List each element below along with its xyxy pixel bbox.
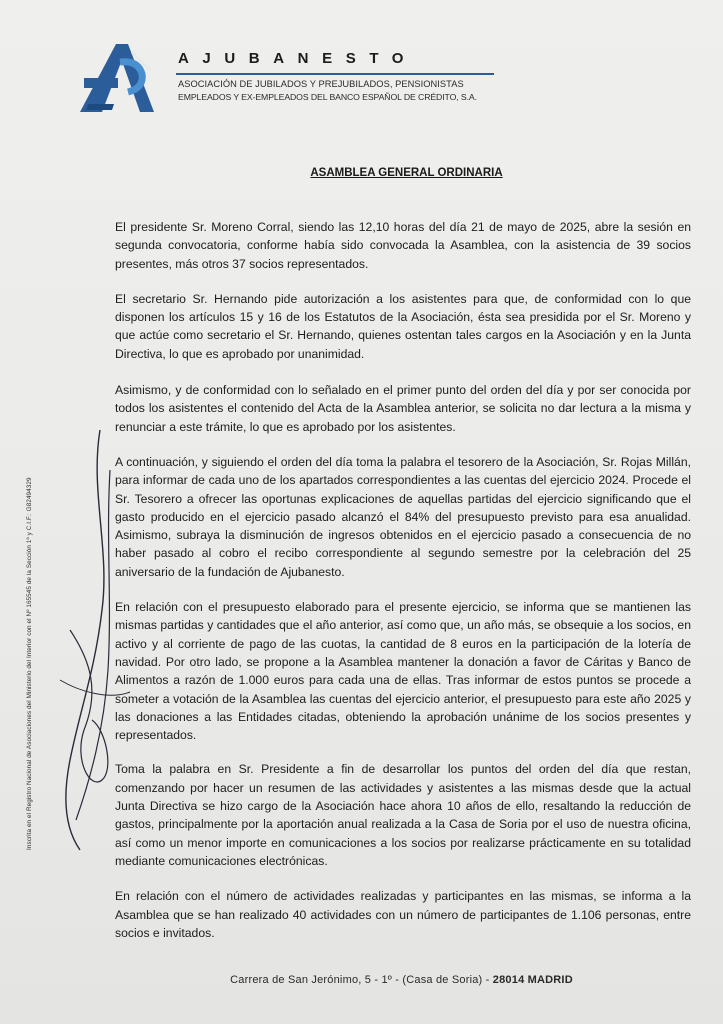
org-name: AJUBANESTO — [178, 50, 418, 67]
paragraph-previous-minutes: Asimismo, y de conformidad con lo señalado en el primer punto del orden del día y por ser conocida por todos los asistentes el contenido del Acta de la Asamblea anterior, se solicita no dar lectura a la misma y renunciar a este trámite, lo que es aprobado por los asistentes. — [115, 383, 691, 434]
paragraph-opening: El presidente Sr. Moreno Corral, siendo las 12,10 horas del día 21 de mayo de 2025, abre la sesión en segunda convocatoria, conforme había sido convocada la Asamblea, con la asistencia de 39 socios presentes, más otros 37 socios representados. — [115, 220, 691, 271]
org-description-line2: EMPLEADOS Y EX-EMPLEADOS DEL BANCO ESPAÑOL DE CRÉDITO, S.A. — [178, 92, 477, 102]
footer-city: 28014 MADRID — [492, 974, 573, 986]
handwritten-signature — [40, 430, 140, 860]
paragraph-budget: En relación con el presupuesto elaborado para el presente ejercicio, se informa que se mantienen las mismas partidas y cantidades que el año anterior, así como que, un año más, se obsequie a los socios, en activo y al corriente de pago de las cuotas, la cantidad de 8 euros en la participación de la lotería de navidad. Por otro lado, se propone a la Asamblea mantener la donación a favor de Cáritas y Banco de Alimentos a razón de 1.000 euros para cada una de ellas. Tras informar de estos puntos se procede a someter a votación de la Asamblea las cuentas del ejercicio anterior, el presupuesto para este año 2025 y las donaciones a las Entidades citadas, obteniendo la aprobación unánime de los socios presentes y representados. — [115, 600, 691, 743]
footer-street: Carrera de San Jerónimo, 5 - 1º - (Casa de Soria) - — [230, 974, 493, 986]
paragraph-president: Toma la palabra en Sr. Presidente a fin de desarrollar los puntos del orden del día que restan, comenzando por hacer un resumen de las actividades y asistentes a las mismas desde que la actual Junta Directiva se hizo cargo de la Asociación hace ahora 10 años de ello, resaltando la reducción de gastos, principalmente por la aportación anual realizada a la Casa de Soria por el uso de nuestra oficina, así como un menor importe en comunicaciones a los socios por realizarse prácticamente en su totalidad mediante comunicaciones electrónicas. — [115, 762, 691, 868]
ajubanesto-logo-icon — [80, 40, 160, 120]
footer-address — [0, 974, 723, 986]
registry-note: Inscrita en el Registro Nacional de Asociaciones del Ministerio del Interior con el Nº 165545 de la Sección 1ª y C.I.F.: G82494329 — [26, 477, 33, 850]
document-title: ASAMBLEA GENERAL ORDINARIA — [310, 167, 503, 179]
paragraph-secretary: El secretario Sr. Hernando pide autorización a los asistentes para que, de conformidad con lo que disponen los artículos 15 y 16 de los Estatutos de la Asociación, ésta sea presidida por el Sr. Moreno y que actúe como secretario el Sr. Hernando, quienes ostentan tales cargos en la Asociación y en la Junta Directiva, lo que es aprobado por unanimidad. — [115, 291, 691, 361]
document-body — [115, 218, 691, 942]
org-description-line1: ASOCIACIÓN DE JUBILADOS Y PREJUBILADOS, PENSIONISTAS — [178, 79, 464, 89]
paragraph-treasurer: A continuación, y siguiendo el orden del día toma la palabra el tesorero de la Asociación, Sr. Rojas Millán, para informar de cada uno de los apartados correspondientes a las cuentas del ejercicio 2024. Procede el Sr. Tesorero a ofrecer las oportunas explicaciones de aquellas partidas del ejercicio significando que el gasto producido en el ejercicio pasado alcanzó el 84% del presupuesto previsto para esa anualidad. Asimismo, subraya la disminución de ingresos obtenidos en el ejercicio pasado a consecuencia de no haber pasado al cobro el recibo correspondiente al segundo semestre por la celebración del 25 aniversario de la fundación de Ajubanesto. — [115, 454, 691, 579]
paragraph-activities: En relación con el número de actividades realizadas y participantes en las mismas, se informa a la Asamblea que se han realizado 40 actividades con un número de participantes de 1.106 personas, entre socios e invitados. — [115, 889, 691, 940]
org-rule — [176, 73, 494, 75]
